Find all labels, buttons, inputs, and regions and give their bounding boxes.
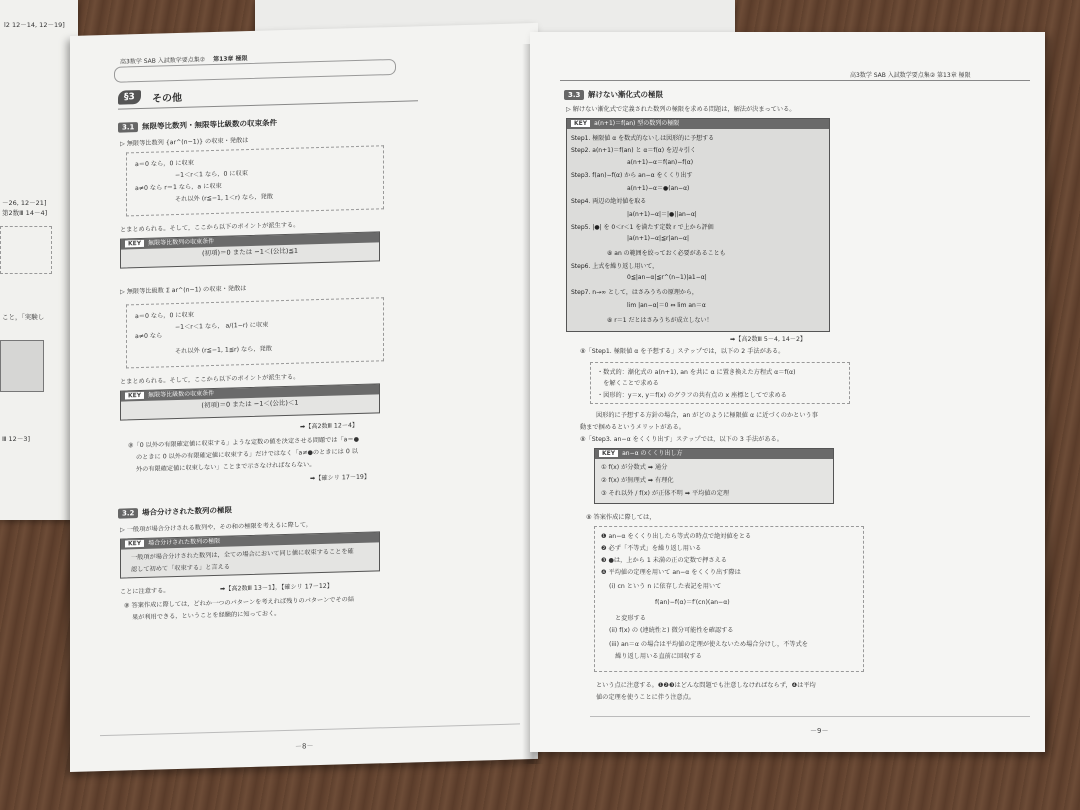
sheet-ref: Ⅲ 12－3] — [2, 435, 30, 443]
key-box — [120, 231, 380, 268]
footer-rule — [100, 723, 520, 736]
reference: ➡【高2数Ⅲ 13－1】，【確シリ 17－12】 — [220, 582, 333, 593]
method-line: ・図形的：y＝x, y＝f(x) のグラフの共有点の x 座標としてで求める — [597, 392, 787, 399]
key-header: KEY 無限等比級数の収束条件 — [121, 384, 379, 401]
subsection-title: 無限等比数列・無限等比級数の収束条件 — [142, 118, 277, 131]
closing-line: 値の定理を使うことに伴う注意点。 — [596, 694, 695, 701]
formula-box — [126, 297, 384, 368]
formula-line: それ以外 (r≦−1, 1＜r) なら，発散 — [175, 193, 273, 204]
checklist-line: f(an)−f(α)＝f′(cn)(an−α) — [655, 599, 730, 606]
footer-rule — [590, 716, 1030, 717]
subsection-badge: 3.3 — [564, 90, 584, 100]
open-textbook — [60, 14, 1050, 784]
checklist-line: ❸ ●は，上から 1 未満の正の定数で押さえる — [601, 557, 727, 564]
checklist-line: (i) cn という n に依存した表記を用いて — [609, 583, 722, 590]
header-text: 高3数学 SAB 入試数学要点集② — [120, 56, 206, 66]
reference: ➡【高2数Ⅲ 5－4, 14－2】 — [730, 336, 807, 343]
body-text: ▷ 解けない漸化式で定義された数列の極限を求める問題は，解法が決まっている。 — [566, 106, 796, 113]
note-line: ⑧ 答案作成に際しては，どれか一つのパターンを考えれば残りのパターンでその結 — [124, 596, 355, 610]
checklist-box — [594, 526, 864, 672]
formula-line: それ以外 (r≦−1, 1≦r) なら，発散 — [175, 345, 272, 356]
key-title: an−α のくくり出し方 — [622, 450, 683, 457]
key-body: 認して初めて「収束する」と言える — [131, 563, 230, 574]
checklist-line: 繰り返し用いる直前に回収する — [609, 653, 702, 660]
body-text: ▷ 無限等比級数 Σ ar^(n−1) の収束・発散は — [120, 285, 247, 296]
key-line: ③ それ以外 / f(x) が正体不明 ➡ 平均値の定理 — [601, 490, 730, 497]
note-line: ⑧「0 以外の有限確定値に収束する」ような定数の値を決定させる問題では「a＝● — [128, 435, 360, 450]
key-box — [120, 531, 380, 578]
key-line: ① f(x) が分数式 ➡ 通分 — [601, 464, 668, 471]
formula-line: a＝0 なら，0 に収束 — [135, 159, 194, 169]
step-line: ⑧ r＝1 だとはさみうちが成立しない！ — [607, 317, 713, 324]
key-title: 無限等比級数の収束条件 — [148, 389, 215, 399]
key-body: 一般項が場合分けされた数列は，全ての場合において同じ値に収束することを確 — [131, 548, 354, 562]
section-title: その他 — [152, 92, 182, 105]
key-header: KEY 無限等比数列の収束条件 — [121, 232, 379, 249]
note-line: ⑧ 答案作成に際しては， — [586, 514, 656, 521]
section-badge: §3 — [118, 90, 141, 105]
step-line: Step4. 両辺の絶対値を取る — [571, 198, 647, 205]
key-body: (初項)＝0 または −1＜(公比)＜1 — [201, 398, 299, 410]
body-text: ▷ 無限等比数列 {ar^(n−1)} の収束・発散は — [120, 137, 249, 148]
step-line: a(n+1)−α＝●(an−α) — [627, 185, 690, 192]
closing-line: という点に注意する。❶❷❸はどんな問題でも注意しなければならず，❹は平均 — [596, 682, 816, 689]
method-box — [590, 362, 850, 404]
note-line: 動まで掴めるというメリットがある。 — [580, 424, 685, 431]
page-number: －8－ — [295, 742, 314, 751]
checklist-line: ❷ 必ず「不等式」を繰り返し用いる — [601, 545, 702, 552]
checklist-line: と変形する — [615, 615, 646, 622]
note-line: ⑧「Step3. an−α をくくり出す」ステップでは，以下の 3 手法がある。 — [580, 436, 783, 443]
sheet-note: こと，「実験し — [2, 313, 45, 321]
step-line: Step5. |●| を 0＜r＜1 を満たす定数 r で上から評価 — [571, 224, 714, 231]
key-header: KEY an−α のくくり出し方 — [595, 449, 833, 459]
right-page — [530, 32, 1045, 752]
checklist-line: ❹ 平均値の定理を用いて an−α をくくり出す際は — [601, 569, 741, 576]
formula-line: a≠0 なら r＝1 なら，a に収束 — [135, 182, 222, 193]
step-line: |a(n+1)−α|≦r|an−α| — [627, 235, 690, 242]
method-line: を解くことで求める — [597, 380, 659, 387]
formula-line: a≠0 なら — [135, 332, 163, 341]
sheet-ref: 第2数Ⅲ 14－4] — [2, 209, 48, 217]
step-line: Step3. f(an)−f(α) から an−α をくくり出す — [571, 172, 693, 179]
reference: ➡【高2数Ⅲ 12－4】 — [300, 421, 359, 431]
sheet-ref: －26, 12－21] — [2, 199, 47, 207]
subsection-badge: 3.2 — [118, 508, 138, 519]
formula-line: a＝0 なら，0 に収束 — [135, 311, 194, 321]
sheet-ref: l2 12－14, 12－19] — [4, 21, 65, 29]
key-box — [594, 448, 834, 504]
checklist-line: ❶ an−α をくくり出したら等式の時点で絶対値をとる — [601, 533, 752, 540]
formula-line: −1＜r＜1 なら， a/(1−r) に収束 — [175, 321, 269, 332]
checklist-line: (iii) an＝α の場合は平均値の定理が使えないため場合分けし，不等式を — [609, 641, 808, 648]
note-line: 図形的に予想する方針の場合，an がどのように極限値 α に近づくのかという事 — [596, 412, 818, 419]
key-body: (初項)＝0 または −1＜(公比)≦1 — [201, 246, 299, 258]
step-line: Step7. n→∞ として，はさみうちの原理から， — [571, 289, 698, 296]
key-header: KEY 場合分けされた数列の極限 — [121, 532, 379, 549]
header-rule — [560, 80, 1030, 81]
key-title: a(n+1)＝f(an) 型の数列の極限 — [594, 120, 680, 127]
checklist-line: (ii) f(x) の (連続性と) 微分可能性を確認する — [609, 627, 734, 634]
page-header: 高3数学 SAB 入試数学要点集② 第13章 極限 — [850, 72, 971, 79]
key-header: KEY a(n+1)＝f(an) 型の数列の極限 — [567, 119, 829, 129]
step-line: a(n+1)−α＝f(an)−f(α) — [627, 159, 694, 166]
step-line: Step2. a(n+1)＝f(an) と α＝f(α) を辺々引く — [571, 147, 696, 154]
step-line: ⑧ an の範囲を絞っておく必要があることも — [607, 250, 726, 257]
note-line: 果が利用できる，ということを経験的に知っておく。 — [132, 610, 281, 622]
subsection-title: 場合分けされた数列の極限 — [142, 505, 232, 517]
reference: ➡【確シリ 17－19】 — [310, 473, 371, 483]
subsection-badge: 3.1 — [118, 122, 138, 133]
key-line: ② f(x) が無理式 ➡ 有理化 — [601, 477, 674, 484]
subsection-title: 解けない漸化式の極限 — [588, 90, 663, 99]
step-line: lim |an−α|＝0 ⇔ lim an＝α — [627, 302, 706, 309]
key-steps-box — [566, 118, 830, 332]
step-line: Step1. 極限値 α を数式的ないしは図形的に予想する — [571, 135, 715, 142]
left-page — [70, 23, 538, 772]
body-text: ことに注意する。 — [120, 587, 170, 596]
key-title: 無限等比数列の収束条件 — [148, 237, 215, 247]
formula-box — [126, 145, 384, 216]
note-line: のときに 0 以外の有限確定値に収束する」だけではなく「a≠●のときには 0 以 — [136, 447, 358, 462]
note-line: 外の有限確定値に収束しない」ことまで示さなければならない。 — [136, 461, 316, 474]
step-line: 0≦|an−α|≦r^(n−1)|a1−α| — [627, 274, 707, 281]
note-line: ⑧「Step1. 極限値 α を予想する」ステップでは，以下の 2 手法がある。 — [580, 348, 785, 355]
step-line: |a(n+1)−α|＝|●||an−α| — [627, 211, 697, 218]
body-text: とまとめられる。そして，ここから以下のポイントが派生する。 — [120, 373, 300, 386]
formula-line: −1＜r＜1 なら，0 に収束 — [175, 170, 248, 180]
key-box — [120, 383, 380, 420]
key-title: 場合分けされた数列の極限 — [148, 537, 221, 547]
step-line: Step6. 上式を繰り返し用いて， — [571, 263, 659, 270]
body-text: とまとめられる。そして，ここから以下のポイントが派生する。 — [120, 221, 300, 234]
sheet-key-box — [0, 340, 44, 392]
page-number: －9－ — [810, 727, 829, 735]
body-text: ▷ 一般項が場合分けされる数列や，その和の極限を考えるに際して， — [120, 521, 313, 534]
chapter-label: 第13章 極限 — [213, 55, 248, 64]
sheet-formula-box — [0, 226, 52, 274]
method-line: ・数式的：漸化式の a(n+1), an を共に α に置き換えた方程式 α＝f(α) — [597, 369, 796, 376]
